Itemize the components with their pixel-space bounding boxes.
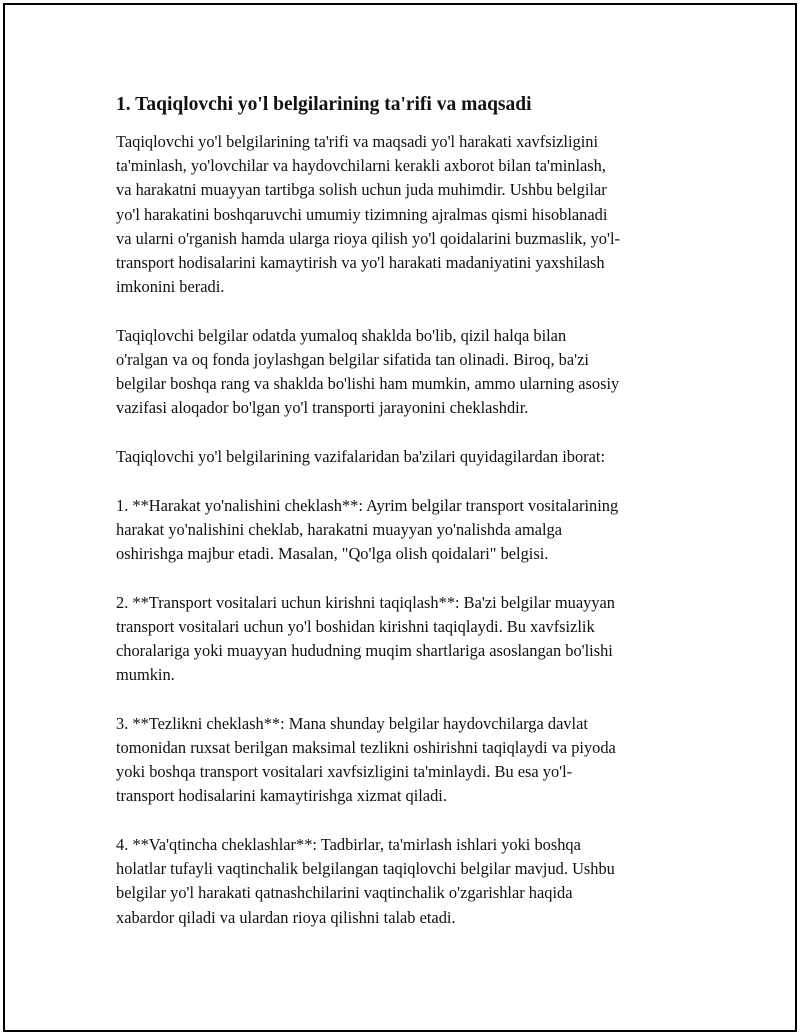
functions-intro-paragraph: Taqiqlovchi yo'l belgilarining vazifalaridan ba'zilari quyidagilardan iborat: [116, 447, 606, 467]
list-item-2: 2. **Transport vositalari uchun kirishni taqiqlash**: Ba'zi belgilar muayyan transport vositalari uchun yo'l boshidan kirishni taqiqlaydi. Bu xavfsizlik choralariga yoki muayyan hududning muqim shartlariga asoslangan bo'lishi mumkin. [116, 592, 615, 685]
list-item-4: 4. **Va'qtincha cheklashlar**: Tadbirlar, ta'mirlash ishlari yoki boshqa holatlar tufayli vaqtinchalik belgilangan taqiqlovchi belgilar mavjud. Ushbu belgilar yo'l harakati qatnashchilarini vaqtinchalik o'zgarishlar haqida xabardor qiladi va ulardan rioya qilishni talab etadi. [116, 835, 615, 927]
section-heading: 1. Taqiqlovchi yo'l belgilarining ta'rifi va maqsadi [116, 94, 532, 115]
document-body [116, 91, 696, 954]
list-item-3: 3. **Tezlikni cheklash**: Mana shunday belgilar haydovchilarga davlat tomonidan ruxsat berilgan maksimal tezlikni oshirishni taqiqlaydi va piyoda yoki boshqa transport vositalari xavfsizligini ta'minlaydi. Bu esa yo'l- transport hodisalarini kamaytirishga xizmat qiladi. [116, 713, 616, 806]
list-item-1: 1. **Harakat yo'nalishini cheklash**: Ayrim belgilar transport vositalarining harakat yo'nalishini cheklab, harakatni muayyan yo'nalishda amalga oshirishga majbur etadi. Masalan, "Qo'lga olish qoidalari" belgisi. [116, 495, 619, 564]
intro-paragraph: Taqiqlovchi yo'l belgilarining ta'rifi va maqsadi yo'l harakati xavfsizligini ta'minlash, yo'lovchilar va haydovchilarni kerakli axborot bilan ta'minlash, va harakatni muayyan tartibga solish uchun juda muhimdir. Ushbu belgilar yo'l harakatini boshqaruvchi umumiy tizimning ajralmas qismi hisoblanadi va ularni o'rganish hamda ularga rioya qilish yo'l qoidalarini buzmaslik, yo'l- transport hodisalarini kamaytirish va yo'l harakati madaniyatini yaxshilash imkonini beradi. [116, 132, 620, 297]
shape-paragraph: Taqiqlovchi belgilar odatda yumaloq shaklda bo'lib, qizil halqa bilan o'ralgan va oq fonda joylashgan belgilar sifatida tan olinadi. Biroq, ba'zi belgilar boshqa rang va shaklda bo'lishi ham mumkin, ammo ularning asosiy vazifasi aloqador bo'lgan yo'l transporti jarayonini cheklashdir. [116, 325, 620, 418]
